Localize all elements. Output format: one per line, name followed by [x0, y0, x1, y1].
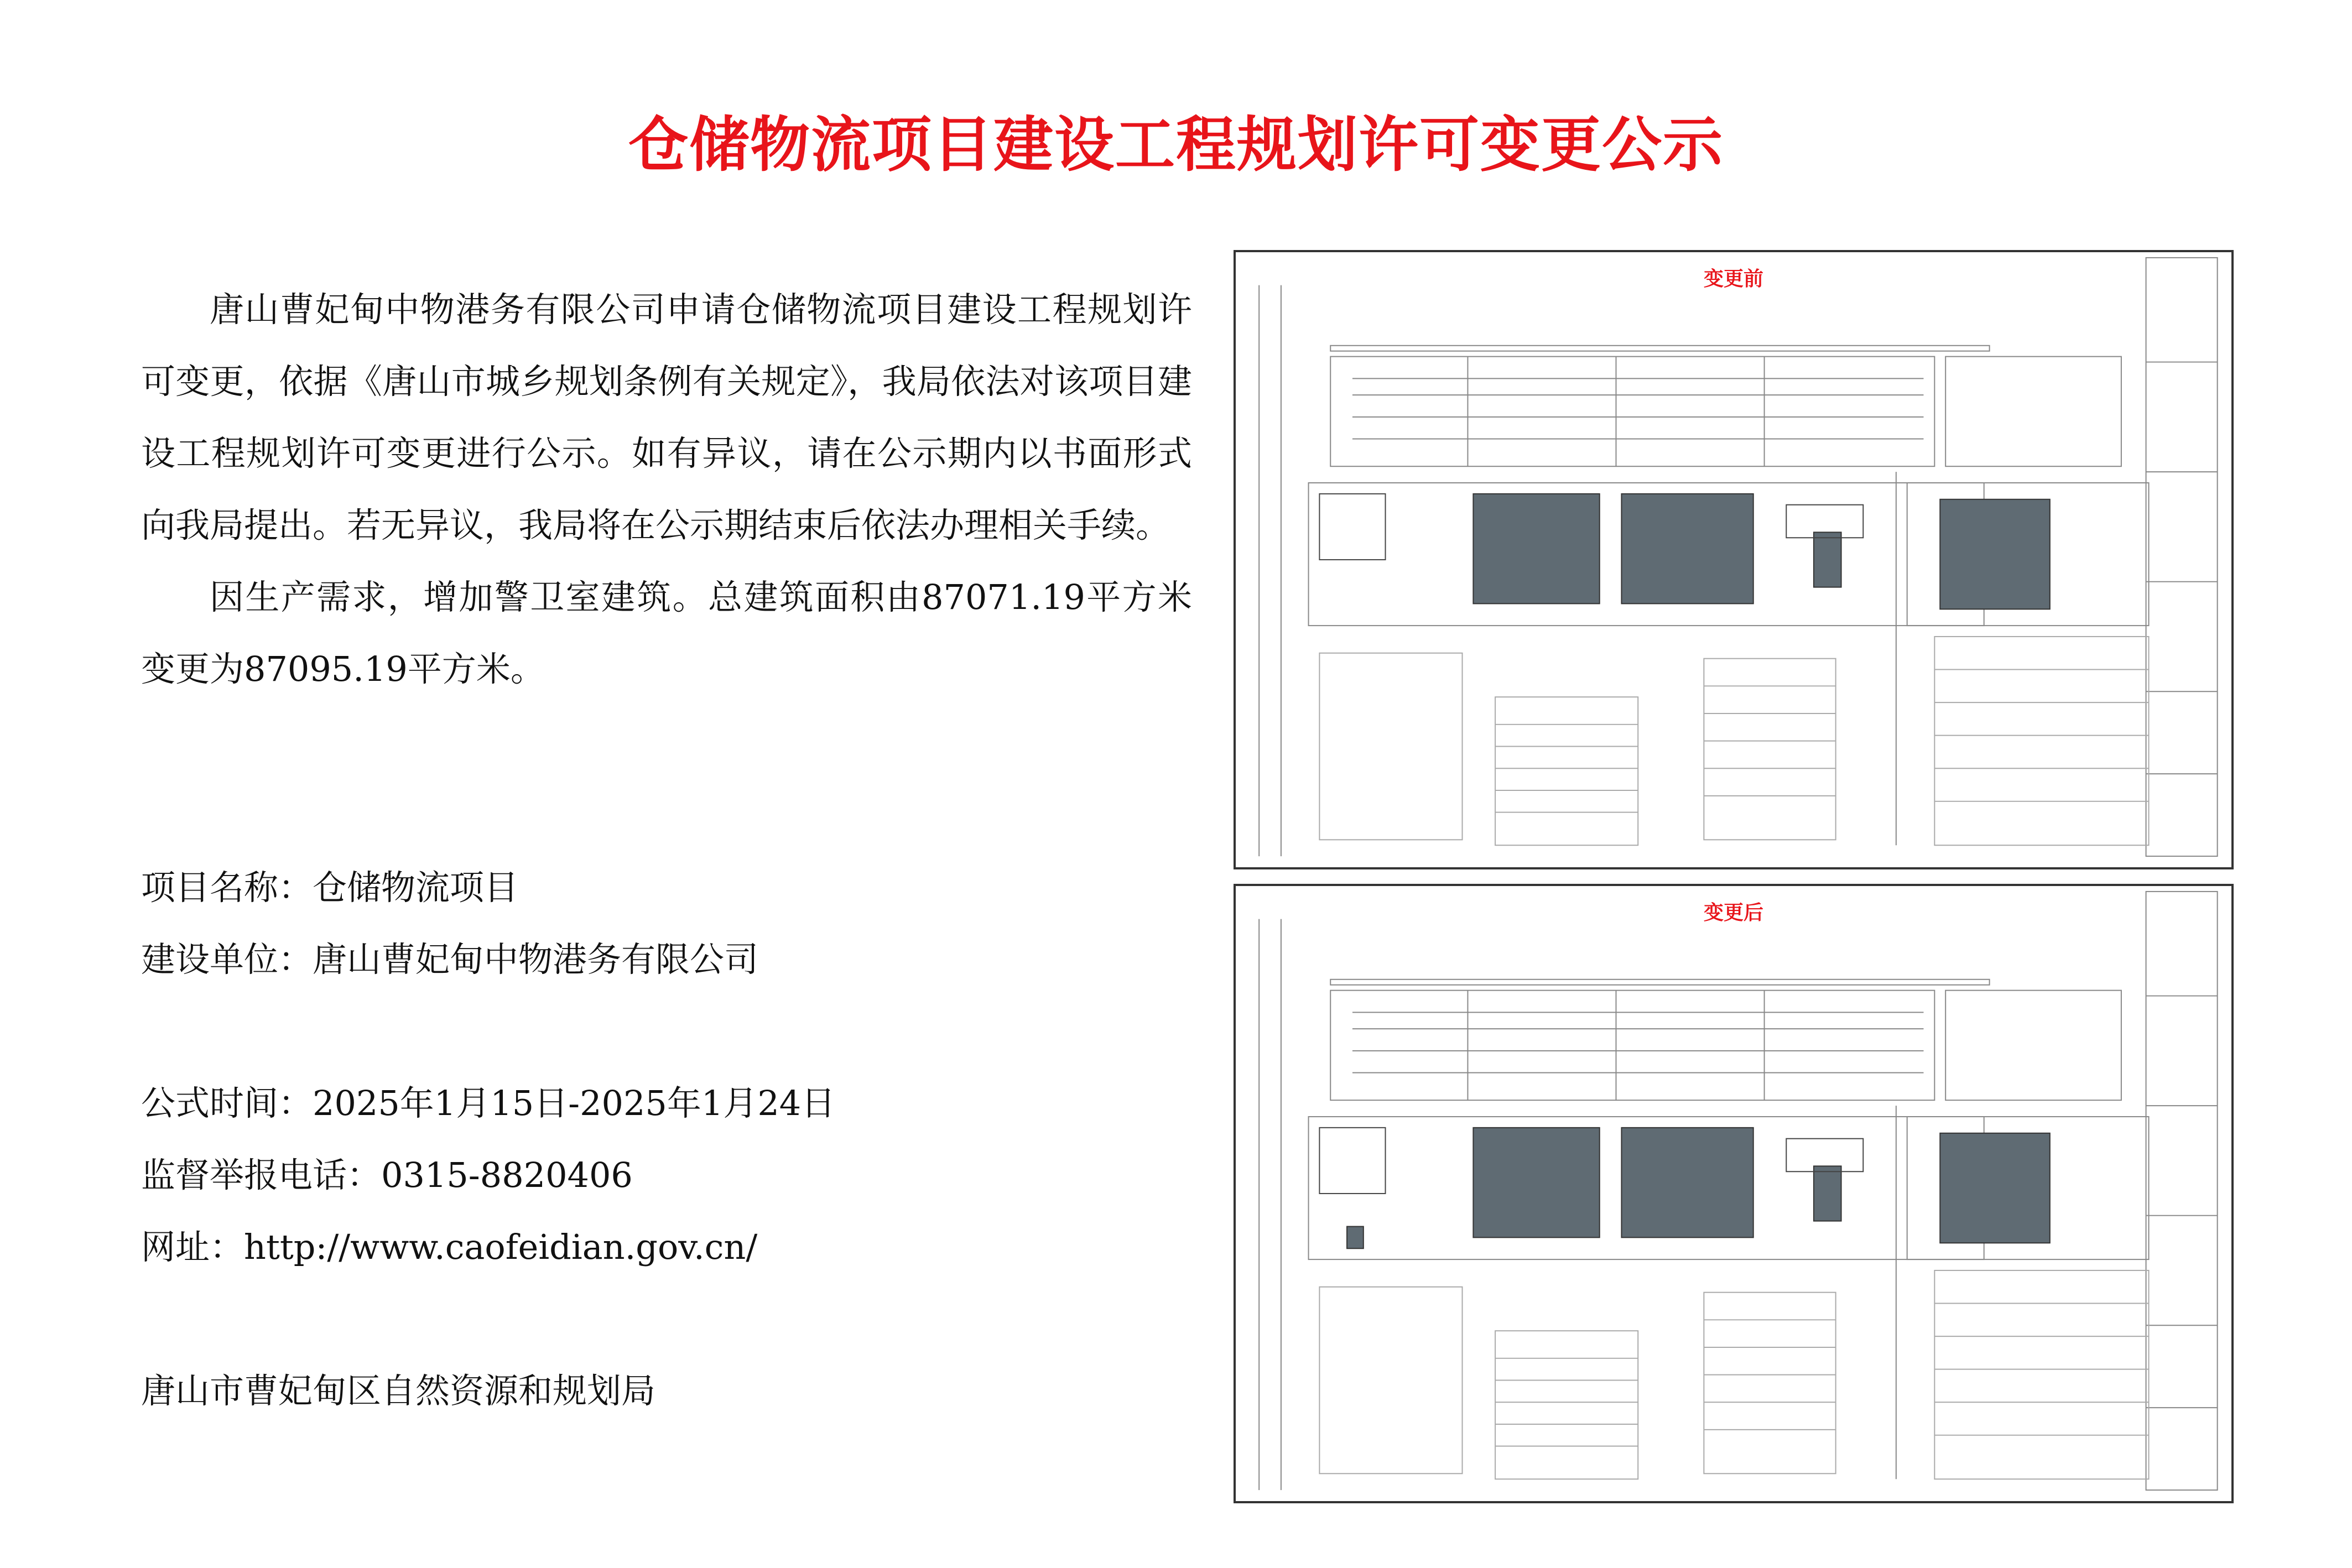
hotline-row — [141, 1148, 633, 1197]
builder-row — [141, 932, 758, 981]
builder-label: 建设单位： — [141, 939, 313, 980]
site-plan-after — [1234, 884, 2234, 1503]
site-plan-drawing-before — [1236, 252, 2227, 863]
warehouse-2-before — [1621, 494, 1753, 604]
hotline-label: 监督举报电话： — [141, 1155, 382, 1195]
notice-paragraph-2: 因生产需求，增加警卫室建筑。总建筑面积由87071.19平方米变更为87095.19平方米。 — [141, 577, 1192, 689]
guard-room-added — [1347, 1227, 1364, 1249]
period-label: 公式时间： — [141, 1083, 313, 1123]
plan-after-label: 变更后 — [1703, 902, 1763, 924]
website-label: 网址： — [141, 1227, 244, 1267]
period-row — [141, 1076, 835, 1125]
plan-before-label: 变更前 — [1703, 268, 1763, 290]
warehouse-1-before — [1473, 494, 1599, 604]
warehouse-1-after — [1473, 1128, 1599, 1238]
period-value: 2025年1月15日-2025年1月24日 — [313, 1083, 836, 1123]
warehouse-2-after — [1621, 1128, 1753, 1238]
builder-value: 唐山曹妃甸中物港务有限公司 — [313, 939, 759, 980]
site-plan-drawing-after — [1236, 886, 2227, 1497]
website-link[interactable]: http://www.caofeidian.gov.cn/ — [244, 1227, 758, 1267]
notice-paragraph-1: 唐山曹妃甸中物港务有限公司申请仓储物流项目建设工程规划许可变更，依据《唐山市城乡规划条例有关规定》，我局依法对该项目建设工程规划许可变更进行公示。如有异议，请在公示期内以书面形式向我局提出。若无异议，我局将在公示期结束后依法办理相关手续。 — [141, 289, 1192, 545]
issuer: 唐山市曹妃甸区自然资源和规划局 — [141, 1371, 656, 1411]
website-row — [141, 1220, 757, 1269]
project-name-row — [141, 860, 518, 909]
page-title: 仓储物流项目建设工程规划许可变更公示 — [628, 111, 1724, 180]
hotline-value: 0315-8820406 — [381, 1155, 633, 1195]
site-plan-before — [1234, 250, 2234, 869]
project-name-label: 项目名称： — [141, 867, 313, 908]
project-name-value: 仓储物流项目 — [313, 867, 519, 908]
notice-body — [141, 274, 1192, 705]
warehouse-3-before — [1940, 499, 2050, 610]
warehouse-3-after — [1940, 1133, 2050, 1243]
